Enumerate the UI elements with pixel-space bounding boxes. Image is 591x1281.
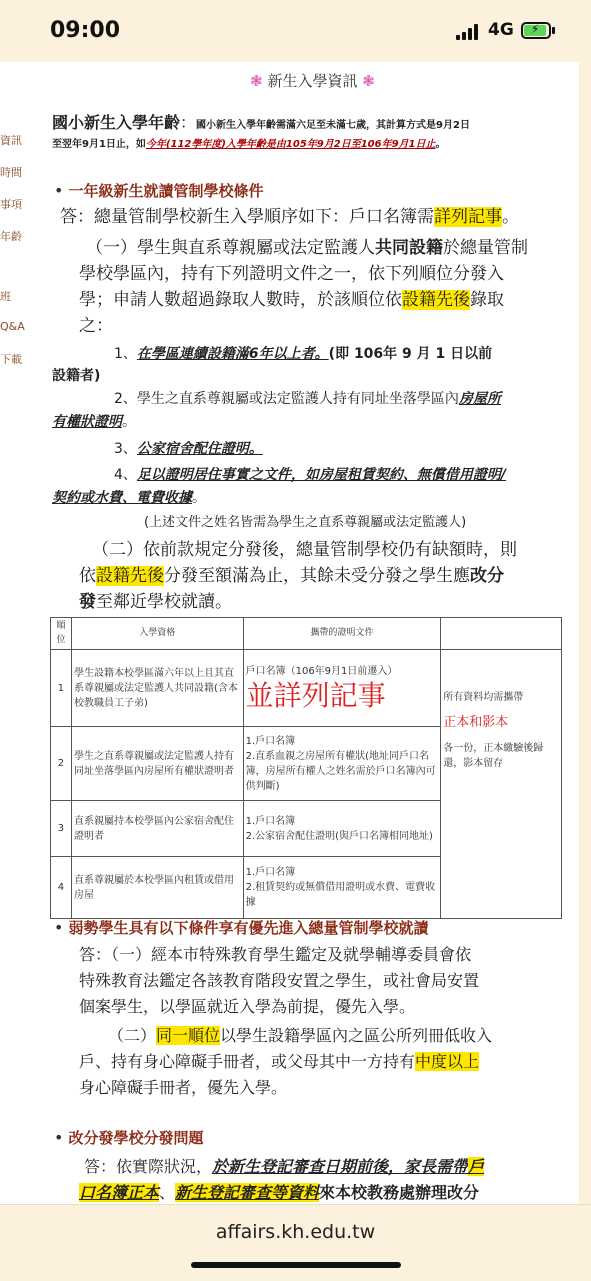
table-row: 1 學生設籍本校學區滿六年以上且其直系尊親屬或法定監護人共同設籍(含本校教職員工子弟) 戶口名簿（106年9月1日前遷入） 並詳列記事 所有資料均需攜帶 正本和影本 各一份，正本繳驗後歸還，影本留存 [51,650,562,727]
note-text: (上述文件之姓名皆需為學生之直系尊親屬或法定監護人) [144,515,467,530]
item-4: 4、足以證明居住事實之文件，如房屋租賃契約、無償借用證明/ [114,467,507,483]
table-header: 入學資格 [71,618,243,650]
para2-line: 依設籍先後分發至額滿為止，其餘未受分發之學生應改分 [79,566,504,586]
table-row: 2 學生之直系尊親屬或法定監護人持有同址坐落學區內房屋所有權狀證明者 1.戶口名簿 2.直系血親之房屋所有權狀(地址同戶口名簿，房屋所有權人之姓名需於戶口名簿內可供判斷) [51,727,562,801]
sidebar-item-time[interactable]: 時間 [0,166,22,179]
table-header: 攜帶的證明文件 [243,618,441,650]
para2-line: 發至鄰近學校就讀。 [79,592,232,612]
table-row: 3 直系親屬持本校學區內公家宿舍配住證明者 1.戶口名簿 2.公家宿舍配住證明(與戶口名簿相同地址) [51,801,562,857]
sidebar-item-notes[interactable]: 事項 [0,198,22,211]
flower-icon: ❃ [250,72,263,90]
para-line: 答：（一）經本市特殊教育學生鑑定及就學輔導委員會依 [79,945,472,964]
para-line: 答：依實際狀況，於新生登記審查日期前後，家長需帶戶 [84,1157,485,1176]
item-2: 2、學生之直系尊親屬或法定監護人持有同址坐落學區內房屋所 [114,391,501,407]
sidebar-item-age[interactable]: 年齡 [0,230,22,243]
para-line: 特殊教育法鑑定各該教育階段安置之學生，或社會局安置 [79,971,480,990]
battery-icon: ⚡ [521,22,551,39]
para-line: 學校學區內，持有下列證明文件之一，依下列順位分發入 [79,264,504,284]
para-line: 之： [79,316,113,336]
sidebar-item-info[interactable]: 資訊 [0,134,22,147]
table-row: 4 直系尊親屬於本校學區內租賃或借用房屋 1.戶口名簿 2.租賃契約或無償借用證明或水費、電費收據 [51,857,562,919]
network-type: 4G [488,20,514,40]
para-line: 身心障礙手冊者，優先入學。 [79,1078,288,1097]
section-heading: • 弱勢學生具有以下條件享有優先進入總量管制學校就讀 [54,918,429,937]
sidebar-item-class[interactable]: 班 [0,290,11,303]
item-3: 3、公家宿舍配住證明。 [114,441,263,457]
section-heading: • 一年級新生就讀管制學校條件 [54,181,264,200]
status-bar [0,0,591,62]
side-note: 所有資料均需攜帶 正本和影本 各一份，正本繳驗後歸還，影本留存 [441,650,562,919]
item-1: 1、在學區連續設籍滿6年以上者。(即 106年 9 月 1 日以前 [114,346,493,362]
age-line-2: 至翌年9月1日止，如今年(112學年度)入學年齡是由105年9月2日至106年9月1日止。 [52,139,446,150]
content-panel [46,62,579,1204]
requirements-table [50,617,562,919]
home-indicator[interactable] [191,1262,401,1268]
para-line: 口名簿正本、新生登記審查等資料來本校教務處辦理改分 [79,1183,480,1202]
flower-icon: ❃ [362,72,375,90]
item-2-cont: 有權狀證明。 [52,414,136,430]
age-line-1: 國小新生入學年齡：國小新生入學年齡需滿六足至未滿七歲，其計算方式是9月2日 [52,113,470,132]
table-header [441,618,562,650]
para-line: 學；申請人數超過錄取人數時，於該順位依設籍先後錄取 [79,290,504,310]
para-line: （二）同一順位以學生設籍學區內之區公所列冊低收入 [108,1026,493,1045]
item-1-cont: 設籍者) [52,368,101,384]
para-line: 戶、持有身心障礙手冊者，或父母其中一方持有中度以上 [79,1052,480,1071]
signal-icon [456,24,482,40]
para-line: 個案學生，以學區就近入學為前提，優先入學。 [79,997,416,1016]
sidebar-item-download[interactable]: 下載 [0,353,22,366]
browser-url-bar[interactable] [0,1204,591,1281]
item-4-cont: 契約或水費、電費收據。 [52,490,206,506]
para-line: （一）學生與直系尊親屬或法定監護人共同設籍於總量管制 [86,238,528,258]
sidebar-item-qa[interactable]: Q&A [0,320,25,333]
url-text[interactable]: affairs.kh.edu.tw [215,1221,376,1243]
table-header: 順位 [51,618,72,650]
answer-line: 答：總量管制學校新生入學順序如下：戶口名簿需詳列記事。 [60,207,519,227]
para2-line: （二）依前款規定分發後，總量管制學校仍有缺額時，則 [92,540,517,560]
status-time: 09:00 [50,18,121,43]
page-title: ❃ 新生入學資訊 ❃ [250,72,375,90]
section-heading: • 改分發學校分發問題 [54,1128,204,1147]
sidebar [0,62,46,1204]
